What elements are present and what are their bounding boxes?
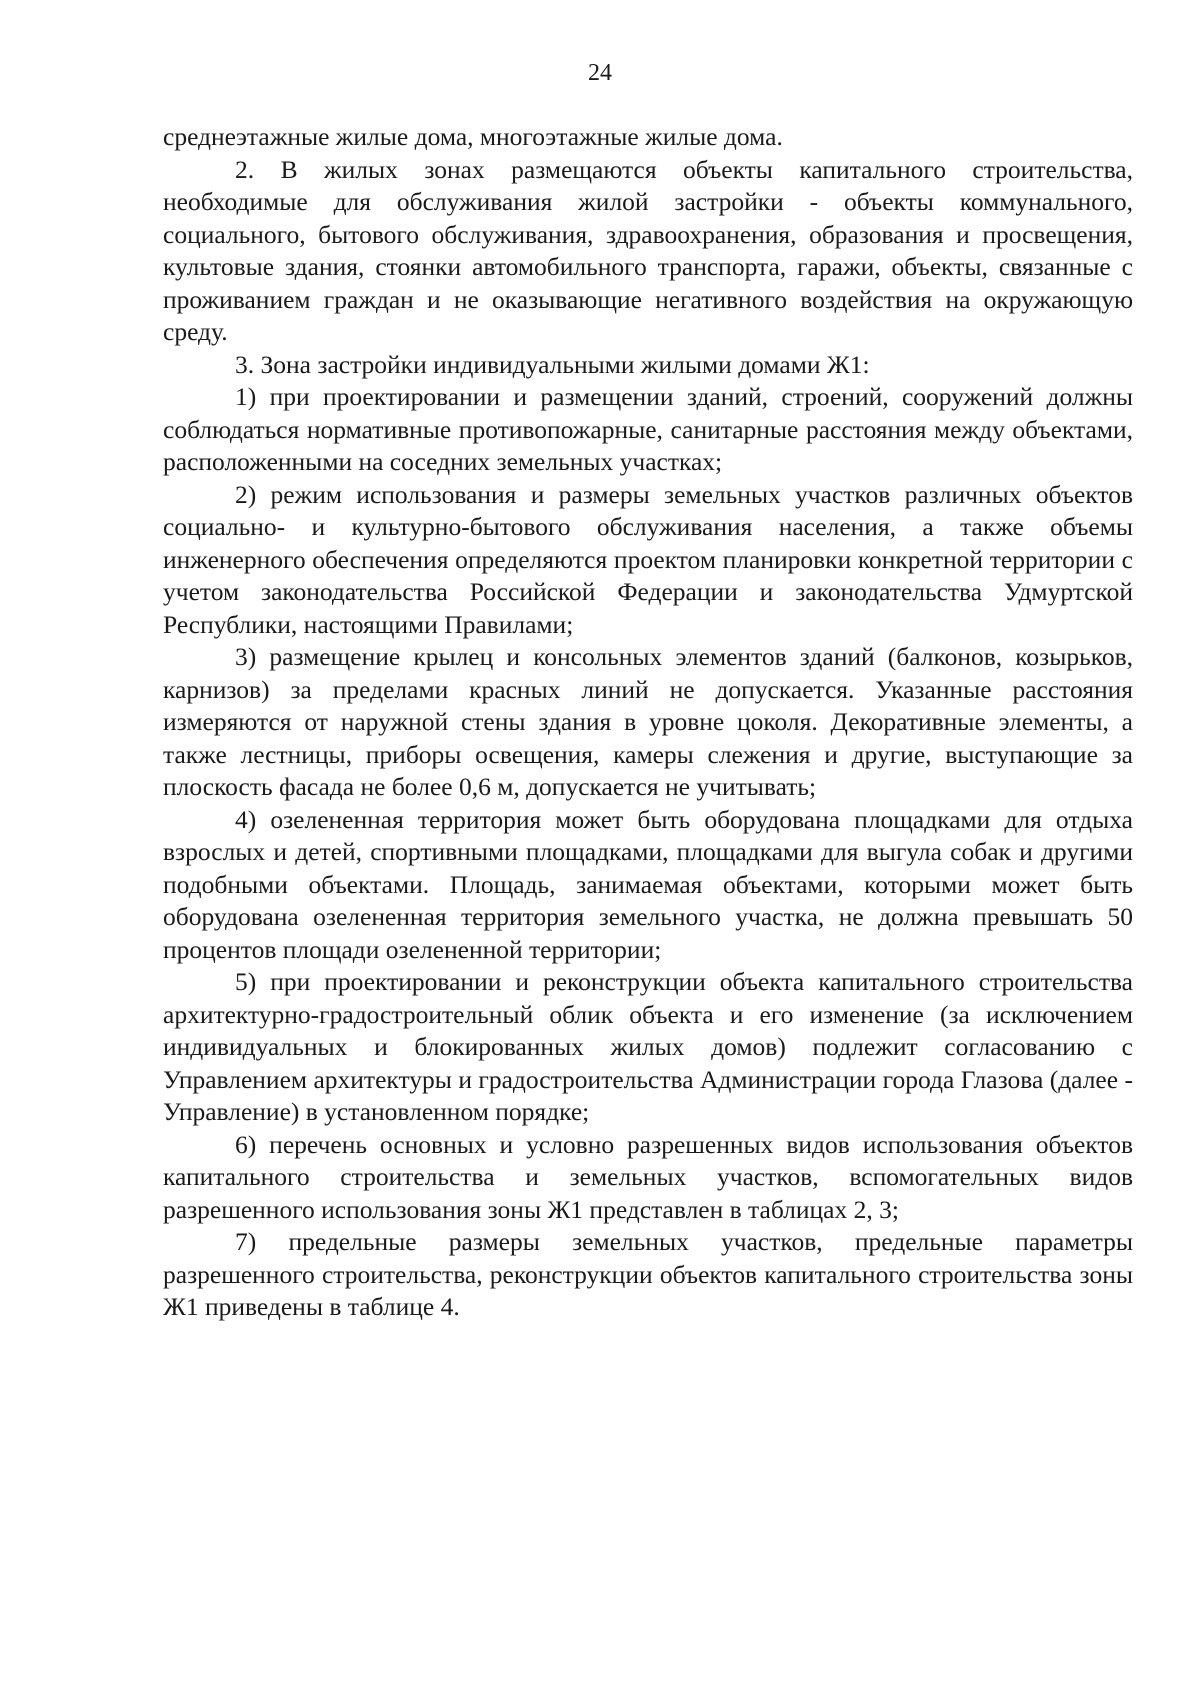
paragraph-subitem-6: 6) перечень основных и условно разрешенных видов использования объектов капитального строительства и земельных участков, вспомогательных видов разрешенного использования зоны Ж1 представлен в таблицах 2, 3; [163,1129,1133,1224]
paragraph-item-3-heading: 3. Зона застройки индивидуальными жилыми домами Ж1: [235,349,870,379]
paragraph-subitem-4: 4) озелененная территория может быть оборудована площадками для отдыха взрослых и детей, спортивными площадками, площадками для выгула собак и другими подобными объектами. Площадь, занимаемая объектами, которыми может быть оборудована озелененная территория земельного участка, не должна превышать 50 процентов площади озелененной территории; [163,804,1133,964]
paragraph-subitem-2: 2) режим использования и размеры земельных участков различных объектов социально- и культурно-бытового обслуживания населения, а также объемы инженерного обеспечения определяются проектом планировки конкретной территории с учетом законодательства Российской Федерации и законодательства Удмуртской Республики, настоящими Правилами; [163,479,1133,639]
paragraph-subitem-1: 1) при проектировании и размещении зданий, строений, сооружений должны соблюдаться нормативные противопожарные, санитарные расстояния между объектами, расположенными на соседних земельных участках; [163,382,1133,476]
paragraph-continuation: среднеэтажные жилые дома, многоэтажные жилые дома. [163,122,783,151]
paragraph-item-2: 2. В жилых зонах размещаются объекты капитального строительства, необходимые для обслуживания жилой застройки - объекты коммунального, социального, бытового обслуживания, здравоохранения, образования и просвещения, культовые здания, стоянки автомобильного транспорта, гаражи, объекты, связанные с проживанием граждан и не оказывающие негативного воздействия на окружающую среду. [163,154,1133,346]
paragraph-subitem-5: 5) при проектировании и реконструкции объекта капитального строительства архитектурно-градостроительный облик объекта и его изменение (за исключением индивидуальных и блокированных жилых домов) подлежит согласованию с Управлением архитектуры и градостроительства Администрации города Глазова (далее - Управление) в установленном порядке; [163,967,1133,1126]
document-body [163,121,1133,1324]
page-number: 24 [588,60,612,86]
paragraph-subitem-7: 7) предельные размеры земельных участков, предельные параметры разрешенного строительства, реконструкции объектов капитального строительства зоны Ж1 приведены в таблице 4. [163,1227,1133,1321]
paragraph-subitem-3: 3) размещение крылец и консольных элементов зданий (балконов, козырьков, карнизов) за пределами красных линий не допускается. Указанные расстояния измеряются от наружной стены здания в уровне цоколя. Декоративные элементы, а также лестницы, приборы освещения, камеры слежения и другие, выступающие за плоскость фасада не более 0,6 м, допускается не учитывать; [163,642,1133,801]
